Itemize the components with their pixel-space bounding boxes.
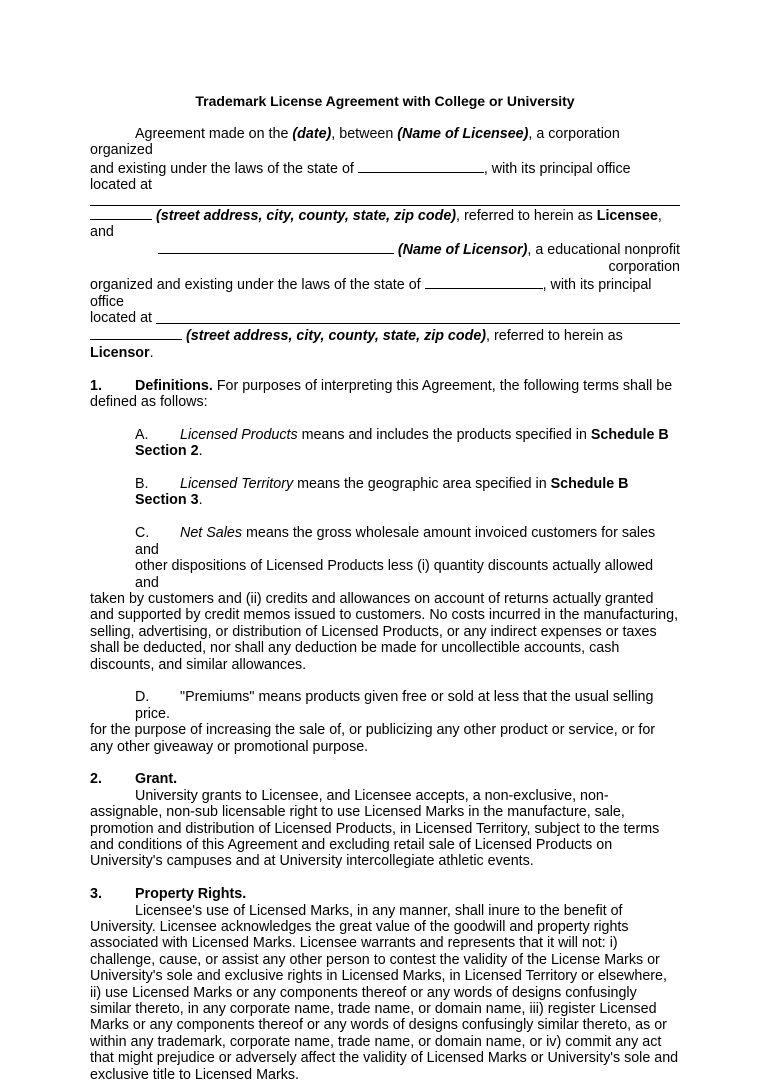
intro-line-5 bbox=[90, 275, 680, 310]
intro-text: , referred to herein as bbox=[456, 207, 597, 224]
licensor-name-placeholder: (Name of Licensor) bbox=[397, 242, 528, 259]
definition-text: means the geographic area specified in bbox=[293, 476, 551, 493]
schedule-reference: Schedule B Section 3 bbox=[135, 476, 629, 509]
intro-text: . bbox=[149, 344, 154, 361]
document-title: Trademark License Agreement with College or University bbox=[195, 93, 575, 109]
definition-a-text: A. Licensed Products means and includes the products specified in Schedule B Section 2. bbox=[135, 426, 669, 460]
address-blank-line[interactable] bbox=[156, 310, 680, 324]
licensee-name-placeholder: (Name of Licensee) bbox=[397, 126, 529, 142]
section-number: 3. bbox=[90, 886, 102, 903]
definition-letter: A. bbox=[135, 426, 149, 443]
intro-line-6 bbox=[90, 310, 680, 326]
definition-a bbox=[90, 427, 680, 460]
section-heading: Definitions. bbox=[135, 377, 213, 394]
state-blank-line[interactable] bbox=[425, 275, 543, 289]
licensor-term: Licensor bbox=[90, 344, 150, 361]
licensee-term: Licensee bbox=[596, 207, 658, 224]
section-heading: Property Rights. bbox=[135, 886, 247, 903]
address-blank-line[interactable] bbox=[90, 194, 680, 206]
intro-text: Agreement made on the bbox=[135, 126, 293, 142]
intro-text: located at bbox=[90, 310, 156, 327]
section-number: 2. bbox=[90, 771, 102, 788]
intro-line-7 bbox=[90, 326, 680, 361]
intro-text: , a corporation organized bbox=[90, 126, 620, 159]
intro-text: , a educational nonprofit corporation bbox=[527, 242, 680, 275]
schedule-reference: Schedule B Section 2 bbox=[135, 426, 669, 460]
intro-line-4 bbox=[90, 240, 680, 275]
address-placeholder: (street address, city, county, state, zip code) bbox=[185, 328, 487, 345]
definition-c-rest: taken by customers and (ii) credits and allowances on account of returns actually granted and supported by credit memos issued to customers. No costs incurred in the manufacturing, selling, advertising, or distribution of Licensed Products, or any indirect expenses or taxes shall be deducted, nor shall any deduction be made for uncollectible accounts, cash discounts, and similar allowances. bbox=[90, 590, 679, 673]
definition-d bbox=[90, 689, 680, 755]
definition-text: means and includes the products specified in bbox=[297, 426, 591, 443]
intro-text: , between bbox=[331, 126, 398, 142]
section-3-heading bbox=[90, 886, 680, 902]
intro-line-1 bbox=[90, 126, 680, 159]
section-property-rights bbox=[90, 886, 680, 1083]
definition-c-line-1 bbox=[90, 525, 680, 558]
definition-letter: D. bbox=[135, 689, 150, 706]
intro-text: , referred to herein as bbox=[486, 328, 623, 345]
state-blank-line[interactable] bbox=[358, 159, 484, 173]
intro-line-2 bbox=[90, 159, 680, 194]
address-blank-line[interactable] bbox=[90, 326, 182, 340]
licensor-blank-line[interactable] bbox=[158, 240, 394, 254]
address-placeholder: (street address, city, county, state, zip code) bbox=[155, 207, 457, 224]
section-2-heading bbox=[90, 771, 680, 787]
intro-paragraph bbox=[90, 126, 680, 361]
definition-c-line-2: other dispositions of Licensed Products less (i) quantity discounts actually allowed and bbox=[135, 558, 654, 591]
definition-term: Licensed Territory bbox=[180, 476, 294, 493]
intro-text: organized and existing under the laws of the state of bbox=[90, 277, 425, 294]
intro-line-3 bbox=[90, 206, 680, 241]
intro-text: , and bbox=[90, 207, 662, 241]
intro-text: , with its principal office bbox=[90, 277, 652, 310]
definition-c bbox=[90, 525, 680, 673]
definition-term: Net Sales bbox=[180, 525, 242, 542]
definition-d-line-1 bbox=[90, 689, 680, 722]
section-1-heading bbox=[90, 378, 680, 411]
section-2-text: University grants to Licensee, and Licensee accepts, a non-exclusive, non-assignable, non-sub licensable right to use Licensed Marks in the manufacture, sale, promotion and distribution of Licensed Products, in Licensed Territory, subject to the terms and conditions of this Agreement and excluding retail sale of Licensed Products on University's campuses and at University intercollegiate athletic events. bbox=[90, 787, 660, 870]
definition-b bbox=[90, 476, 680, 509]
definition-letter: C. bbox=[135, 525, 150, 542]
definition-term: Licensed Products bbox=[180, 426, 298, 443]
definition-d-rest: for the purpose of increasing the sale of, or publicizing any other product or service, or for any other giveaway or promotional purpose. bbox=[90, 722, 656, 755]
section-3-text: Licensee's use of Licensed Marks, in any manner, shall inure to the benefit of University. Licensee acknowledges the great value of the goodwill and property rights associated with Licensed Marks. Licensee warrants and represents that it will not: i) challenge, cause, or assist any other person to contest the validity of the License Marks or University's sole and exclusive rights in Licensed Marks, in Licensed Territory or elsewhere, ii) use Licensed Marks or any components thereof or any words of designs confusingly similar thereto, in any corporate name, trade name, or domain name, iii) register Licensed Marks or any components thereof or any words of designs confusingly similar thereto, as or within any trademark, corporate name, trade name, or domain name, or iv) commit any act that might prejudice or adversely affect the validity of Licensed Marks or University's sole and exclusive title to Licensed Marks. bbox=[90, 902, 679, 1083]
definition-b-text: B. Licensed Territory means the geographic area specified in Schedule B Section 3. bbox=[135, 476, 629, 509]
intro-text: and existing under the laws of the state of bbox=[90, 160, 358, 177]
date-placeholder: (date) bbox=[292, 126, 332, 142]
definition-letter: B. bbox=[135, 476, 149, 493]
intro-text: , with its principal office located at bbox=[90, 160, 631, 194]
section-heading: Grant. bbox=[135, 771, 178, 788]
definition-text: means the gross wholesale amount invoiced customers for sales and bbox=[135, 525, 656, 558]
section-number: 1. bbox=[90, 377, 102, 394]
section-grant bbox=[90, 771, 680, 869]
section-definitions bbox=[90, 378, 680, 755]
section-text: For purposes of interpreting this Agreement, the following terms shall be defined as follows: bbox=[90, 377, 673, 411]
definition-text: "Premiums" means products given free or sold at less that the usual selling price. bbox=[135, 689, 654, 722]
address-blank-line[interactable] bbox=[90, 206, 152, 220]
